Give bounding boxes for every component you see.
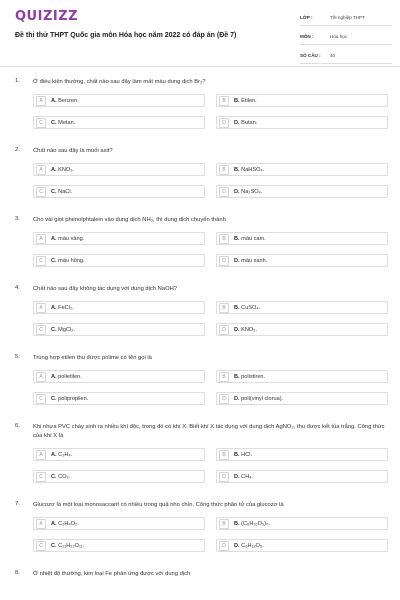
option-label: A. bbox=[51, 235, 57, 242]
meta-value: 40 bbox=[330, 53, 336, 58]
option-value: CH₄. bbox=[241, 473, 254, 480]
option-letter-badge: A bbox=[36, 96, 46, 106]
option-label: B. bbox=[234, 235, 240, 242]
answer-option-b[interactable] bbox=[216, 94, 388, 107]
option-text bbox=[234, 374, 265, 380]
option-letter-badge: C bbox=[36, 472, 46, 482]
option-value: Butan. bbox=[241, 119, 258, 126]
option-letter-badge: A bbox=[36, 519, 46, 529]
option-letter-badge: D bbox=[219, 325, 229, 335]
option-letter-badge: A bbox=[36, 165, 46, 175]
option-label: D. bbox=[234, 257, 240, 264]
worksheet-title: Đề thi thử THPT Quốc gia môn Hóa học năm 2022 có đáp án (Đề 7) bbox=[15, 32, 237, 39]
option-value: NaHSO₄. bbox=[241, 166, 265, 173]
question-text: Khi nhựa PVC cháy sinh ra nhiều khí độc, trong đó có khí X. Biết khí X tác dụng với dung dịch AgNO₃, thu được kết tủa trắng. Công thức của khí X là bbox=[33, 424, 385, 439]
option-value: HCl. bbox=[241, 451, 253, 458]
option-text bbox=[234, 543, 264, 549]
option-value: polipropilen. bbox=[58, 395, 89, 402]
option-letter-badge: C bbox=[36, 541, 46, 551]
option-text bbox=[51, 396, 88, 402]
option-text bbox=[234, 521, 270, 527]
option-label: A. bbox=[51, 373, 57, 380]
question-number: 7. bbox=[15, 501, 20, 507]
option-text bbox=[234, 236, 266, 242]
option-label: B. bbox=[234, 373, 240, 380]
answer-option-c[interactable] bbox=[33, 323, 205, 336]
question-text: Glucozơ là một loại monosaccarit có nhiều trong quả nho chín. Công thức phân tử của glucozơ là bbox=[33, 502, 284, 508]
option-label: D. bbox=[234, 188, 240, 195]
option-label: C. bbox=[51, 473, 57, 480]
option-label: C. bbox=[51, 257, 57, 264]
answer-option-c[interactable] bbox=[33, 539, 205, 552]
option-value: màu xanh. bbox=[241, 257, 268, 264]
option-label: A. bbox=[51, 451, 57, 458]
option-label: B. bbox=[234, 97, 240, 104]
question-text: Trùng hợp etilen thu được polime có tên gọi là bbox=[33, 355, 152, 361]
answer-option-d[interactable] bbox=[216, 254, 388, 267]
option-label: B. bbox=[234, 166, 240, 173]
meta-row-class bbox=[300, 10, 392, 26]
option-value: Etilen. bbox=[241, 97, 257, 104]
answer-option-c[interactable] bbox=[33, 392, 205, 405]
option-label: B. bbox=[234, 451, 240, 458]
worksheet-meta bbox=[300, 10, 392, 67]
option-text bbox=[51, 327, 75, 333]
answer-option-a[interactable] bbox=[33, 232, 205, 245]
option-letter-badge: D bbox=[219, 118, 229, 128]
answer-option-a[interactable] bbox=[33, 448, 205, 461]
option-text bbox=[234, 120, 257, 126]
option-text bbox=[234, 98, 257, 104]
answer-option-d[interactable] bbox=[216, 539, 388, 552]
answer-option-c[interactable] bbox=[33, 254, 205, 267]
worksheet-header bbox=[0, 0, 400, 62]
quizizz-logo: QUIZIZZ bbox=[15, 9, 79, 24]
option-letter-badge: B bbox=[219, 165, 229, 175]
answer-option-b[interactable] bbox=[216, 517, 388, 530]
option-label: D. bbox=[234, 542, 240, 549]
option-letter-badge: B bbox=[219, 303, 229, 313]
option-value: KNO₃. bbox=[58, 166, 75, 173]
answer-option-a[interactable] bbox=[33, 517, 205, 530]
meta-label: SỐ CÂU : bbox=[300, 53, 321, 58]
option-text bbox=[51, 98, 79, 104]
question-number: 4. bbox=[15, 285, 20, 291]
question-number: 1. bbox=[15, 78, 20, 84]
question-number: 5. bbox=[15, 354, 20, 360]
answer-option-d[interactable] bbox=[216, 116, 388, 129]
meta-label: LỚP : bbox=[300, 15, 313, 20]
option-letter-badge: A bbox=[36, 450, 46, 460]
option-label: C. bbox=[51, 119, 57, 126]
option-letter-badge: C bbox=[36, 394, 46, 404]
option-label: A. bbox=[51, 304, 57, 311]
option-value: polietilen. bbox=[58, 373, 82, 380]
option-letter-badge: C bbox=[36, 325, 46, 335]
answer-option-b[interactable] bbox=[216, 448, 388, 461]
answer-option-d[interactable] bbox=[216, 323, 388, 336]
option-label: D. bbox=[234, 119, 240, 126]
header-divider bbox=[0, 66, 400, 67]
option-value: (C₆H₁₀O₅)ₙ. bbox=[241, 520, 270, 527]
question-number: 3. bbox=[15, 216, 20, 222]
option-text bbox=[51, 305, 74, 311]
answer-option-d[interactable] bbox=[216, 185, 388, 198]
option-value: màu hồng. bbox=[58, 257, 85, 264]
meta-label: MÔN : bbox=[300, 34, 314, 39]
option-label: B. bbox=[234, 304, 240, 311]
meta-row-subject bbox=[300, 29, 392, 45]
answer-option-c[interactable] bbox=[33, 116, 205, 129]
option-value: Metan. bbox=[58, 119, 76, 126]
option-text bbox=[51, 236, 84, 242]
option-text bbox=[51, 474, 70, 480]
answer-option-c[interactable] bbox=[33, 470, 205, 483]
option-label: C. bbox=[51, 326, 57, 333]
option-value: CO₂. bbox=[58, 473, 71, 480]
option-letter-badge: B bbox=[219, 372, 229, 382]
option-letter-badge: D bbox=[219, 394, 229, 404]
answer-option-b[interactable] bbox=[216, 163, 388, 176]
meta-value: Tốt nghiệp THPT bbox=[330, 15, 365, 20]
option-value: C₆H₁₂O₆. bbox=[241, 542, 264, 549]
answer-option-a[interactable] bbox=[33, 370, 205, 383]
option-value: màu vàng. bbox=[58, 235, 85, 242]
question-text: Ở nhiệt độ thường, kim loại Fe phản ứng được với dung dịch bbox=[33, 571, 191, 577]
option-text bbox=[234, 258, 267, 264]
answer-option-b[interactable] bbox=[216, 301, 388, 314]
option-value: Benzen. bbox=[58, 97, 79, 104]
option-letter-badge: B bbox=[219, 519, 229, 529]
option-letter-badge: B bbox=[219, 450, 229, 460]
option-letter-badge: D bbox=[219, 256, 229, 266]
option-label: C. bbox=[51, 188, 57, 195]
option-label: B. bbox=[234, 520, 240, 527]
option-value: CuSO₄. bbox=[241, 304, 261, 311]
option-text bbox=[234, 452, 252, 458]
option-label: A. bbox=[51, 97, 57, 104]
answer-option-b[interactable] bbox=[216, 232, 388, 245]
answer-option-d[interactable] bbox=[216, 392, 388, 405]
option-text bbox=[51, 521, 79, 527]
option-label: A. bbox=[51, 520, 57, 527]
option-letter-badge: C bbox=[36, 256, 46, 266]
meta-row-count bbox=[300, 48, 392, 64]
option-letter-badge: B bbox=[219, 96, 229, 106]
option-letter-badge: D bbox=[219, 187, 229, 197]
option-letter-badge: D bbox=[219, 472, 229, 482]
option-letter-badge: D bbox=[219, 541, 229, 551]
option-text bbox=[51, 167, 74, 173]
option-value: C₁₂H₂₂O₁₁. bbox=[58, 542, 85, 549]
option-text bbox=[234, 305, 260, 311]
option-text bbox=[51, 189, 72, 195]
option-text bbox=[234, 327, 257, 333]
option-label: D. bbox=[234, 473, 240, 480]
option-value: FeCl₂. bbox=[58, 304, 74, 311]
option-text bbox=[234, 474, 253, 480]
option-text bbox=[51, 120, 75, 126]
option-text bbox=[234, 167, 264, 173]
option-label: D. bbox=[234, 326, 240, 333]
option-value: NaCl. bbox=[58, 188, 73, 195]
option-value: C₂H₄. bbox=[58, 451, 73, 458]
option-value: Na₂SO₄. bbox=[241, 188, 263, 195]
answer-option-a[interactable] bbox=[33, 163, 205, 176]
option-label: C. bbox=[51, 395, 57, 402]
option-text bbox=[51, 374, 82, 380]
answer-option-a[interactable] bbox=[33, 301, 205, 314]
question-text: Chất nào sau đây không tác dụng với dung dịch NaOH? bbox=[33, 286, 177, 292]
option-text bbox=[234, 396, 283, 402]
option-value: màu cam. bbox=[241, 235, 266, 242]
question-text: Cho vài giọt phenolphtalein vào dung dịch NH₃, thì dung dịch chuyển thành bbox=[33, 217, 226, 223]
answer-option-a[interactable] bbox=[33, 94, 205, 107]
answer-option-b[interactable] bbox=[216, 370, 388, 383]
answer-option-c[interactable] bbox=[33, 185, 205, 198]
option-letter-badge: C bbox=[36, 187, 46, 197]
option-label: A. bbox=[51, 166, 57, 173]
option-value: polistiren. bbox=[241, 373, 266, 380]
option-value: poli(vinyl clorua). bbox=[241, 395, 284, 402]
option-label: C. bbox=[51, 542, 57, 549]
meta-value: Hóa học bbox=[330, 34, 348, 39]
question-number: 2. bbox=[15, 147, 20, 153]
question-number: 8. bbox=[15, 570, 20, 576]
option-text bbox=[234, 189, 262, 195]
option-text bbox=[51, 543, 84, 549]
option-text bbox=[51, 452, 72, 458]
option-value: MgCl₂. bbox=[58, 326, 75, 333]
option-label: D. bbox=[234, 395, 240, 402]
option-letter-badge: A bbox=[36, 234, 46, 244]
option-text bbox=[51, 258, 85, 264]
option-value: KNO₃. bbox=[241, 326, 258, 333]
question-text: Chất nào sau đây là muối axit? bbox=[33, 148, 113, 154]
option-value: C₂H₄O₂. bbox=[58, 520, 79, 527]
question-number: 6. bbox=[15, 423, 20, 429]
option-letter-badge: A bbox=[36, 303, 46, 313]
question-text: Ở điều kiện thường, chất nào sau đây làm mất màu dung dịch Br₂? bbox=[33, 79, 206, 85]
answer-option-d[interactable] bbox=[216, 470, 388, 483]
option-letter-badge: A bbox=[36, 372, 46, 382]
option-letter-badge: B bbox=[219, 234, 229, 244]
option-letter-badge: C bbox=[36, 118, 46, 128]
